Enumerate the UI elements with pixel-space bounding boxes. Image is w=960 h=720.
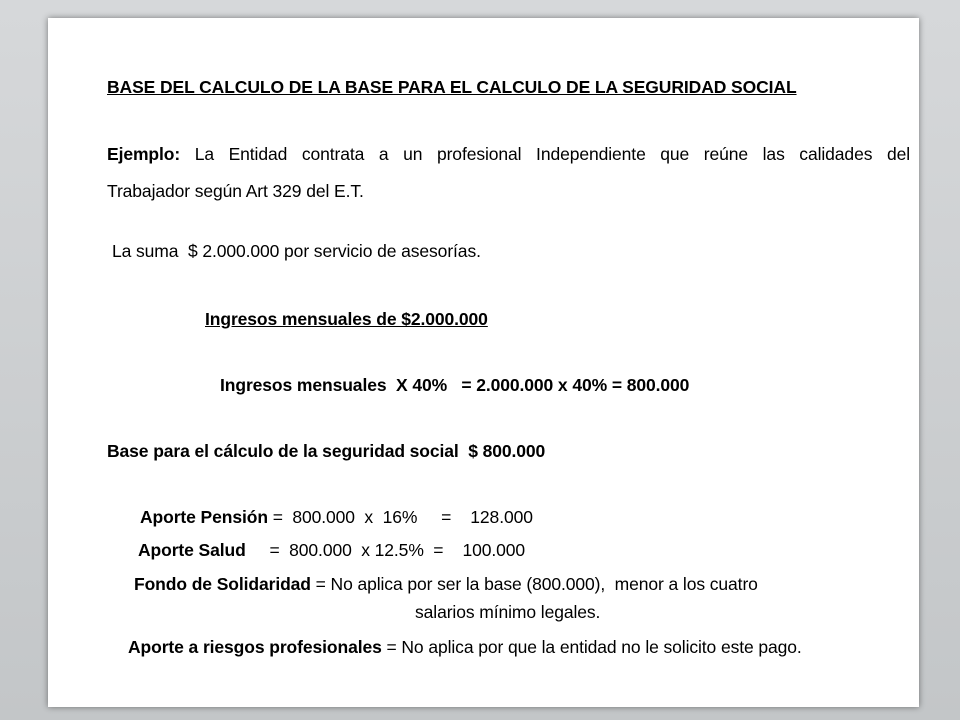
health-row	[138, 539, 525, 561]
solidarity-label: Fondo de Solidaridad	[134, 574, 311, 594]
pension-row	[140, 506, 533, 528]
monthly-income-heading: Ingresos mensuales de $2.000.000	[205, 309, 488, 329]
solidarity-value: = No aplica por ser la base (800.000), menor a los cuatro	[315, 574, 758, 594]
example-text-2: Trabajador según Art 329 del E.T.	[107, 181, 364, 201]
pension-label: Aporte Pensión	[140, 507, 268, 527]
health-value: = 800.000 x 12.5% = 100.000	[269, 540, 526, 560]
example-label: Ejemplo:	[107, 144, 181, 164]
example-line-1	[107, 143, 910, 165]
sum-line: La suma $ 2.000.000 por servicio de asesorías.	[112, 241, 481, 261]
slide-title: BASE DEL CALCULO DE LA BASE PARA EL CALCULO DE LA SEGURIDAD SOCIAL	[107, 77, 797, 97]
base-line: Base para el cálculo de la seguridad social $ 800.000	[107, 441, 546, 461]
risk-row	[128, 636, 802, 658]
solidarity-continuation: salarios mínimo legales.	[415, 602, 601, 622]
health-label: Aporte Salud	[138, 540, 246, 560]
income-calculation: Ingresos mensuales X 40% = 2.000.000 x 40% = 800.000	[220, 375, 690, 395]
pension-value: = 800.000 x 16% = 128.000	[272, 507, 533, 527]
risk-value: = No aplica por que la entidad no le solicito este pago.	[386, 637, 802, 657]
slide	[48, 18, 919, 707]
risk-label: Aporte a riesgos profesionales	[128, 637, 382, 657]
example-text-1: La Entidad contrata a un profesional Independiente que reúne las calidades del	[194, 144, 911, 164]
solidarity-row	[134, 573, 758, 595]
